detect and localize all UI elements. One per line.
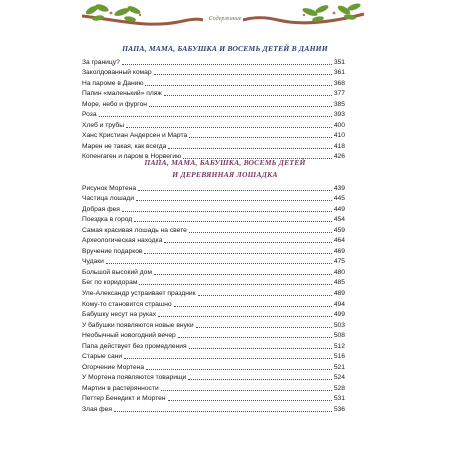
toc-entry-page: 503 xyxy=(333,321,345,329)
toc-entry-page: 449 xyxy=(333,205,345,213)
toc-entry-page: 385 xyxy=(333,100,345,108)
dot-leader xyxy=(168,148,331,149)
toc-entry xyxy=(82,393,345,404)
toc-entry-page: 516 xyxy=(333,353,345,361)
dot-leader xyxy=(145,85,331,86)
dot-leader xyxy=(198,295,332,296)
toc-entry-title: Марен не такая, как всегда xyxy=(82,142,167,150)
toc-entry-title: Ханс Кристиан Андерсен и Марта xyxy=(82,132,188,140)
toc-entry-title: Добрая фея xyxy=(82,205,120,213)
dot-leader xyxy=(126,127,332,128)
toc-entry xyxy=(82,182,345,193)
dot-leader xyxy=(174,306,332,307)
toc-entry xyxy=(82,140,345,151)
dot-leader xyxy=(188,379,332,380)
toc-entry-title: Копенгаген и паром в Норвегию xyxy=(82,153,182,161)
toc-entry-title: Рисунок Мортена xyxy=(82,184,137,192)
toc-entry-title: Бег по коридорам xyxy=(82,279,138,287)
toc-entry xyxy=(82,235,345,246)
toc-entry-title: Роза xyxy=(82,111,97,119)
toc-entry xyxy=(82,130,345,141)
toc-entry-page: 512 xyxy=(333,342,345,350)
toc-entry xyxy=(82,214,345,225)
toc-entry-page: 531 xyxy=(333,395,345,403)
toc-entry-page: 400 xyxy=(333,121,345,129)
toc-entry-page: 485 xyxy=(333,279,345,287)
toc-entry-page: 368 xyxy=(333,79,345,87)
toc-entry-page: 499 xyxy=(333,311,345,319)
toc-entry-page: 445 xyxy=(333,195,345,203)
toc-entry-page: 410 xyxy=(333,132,345,140)
toc-entry xyxy=(82,67,345,78)
dot-leader xyxy=(149,106,332,107)
toc-entry-title: Старые сани xyxy=(82,353,123,361)
dot-leader xyxy=(154,74,332,75)
dot-leader xyxy=(164,242,332,243)
running-title: Содержание xyxy=(208,16,242,22)
toc-entry-title: Мартин в растерянности xyxy=(82,384,159,392)
toc-entry-page: 469 xyxy=(333,247,345,255)
toc-entry-title: Поездка в город xyxy=(82,216,133,224)
dot-leader xyxy=(189,232,332,233)
toc-entry xyxy=(82,372,345,383)
toc-entry xyxy=(82,309,345,320)
toc-entry-page: 459 xyxy=(333,226,345,234)
dot-leader xyxy=(164,95,332,96)
dot-leader xyxy=(114,411,332,412)
toc-entry-page: 351 xyxy=(333,58,345,66)
dot-leader xyxy=(134,221,332,222)
toc-entry-title: Вручение подарков xyxy=(82,247,143,255)
toc-entry-title: Самая красивая лошадь на свете xyxy=(82,226,187,234)
toc-entry xyxy=(82,382,345,393)
dot-leader xyxy=(144,253,331,254)
toc-entry-title: Необычный новогодний вечер xyxy=(82,332,176,340)
dot-leader xyxy=(189,348,332,349)
dot-leader xyxy=(106,263,332,264)
toc-entry xyxy=(82,361,345,372)
dot-leader xyxy=(154,274,332,275)
dot-leader xyxy=(196,327,332,328)
toc-entry-page: 454 xyxy=(333,216,345,224)
toc-entry-page: 361 xyxy=(333,69,345,77)
toc-entry-page: 377 xyxy=(333,90,345,98)
dot-leader xyxy=(161,390,332,391)
toc-entry xyxy=(82,340,345,351)
section-1-title: ПАПА, МАМА, БАБУШКА И ВОСЕМЬ ДЕТЕЙ В ДАНИИ xyxy=(122,44,328,53)
toc-entry xyxy=(82,287,345,298)
toc-entry xyxy=(82,245,345,256)
toc-entry-page: 464 xyxy=(333,237,345,245)
toc-entry xyxy=(82,224,345,235)
section-2-title-line-2: И ДЕРЕВЯННАЯ ЛОШАДКА xyxy=(172,169,278,179)
toc-entry-title: Большой высокий дом xyxy=(82,268,152,276)
toc-entry-page: 536 xyxy=(333,406,345,414)
toc-entry xyxy=(82,109,345,120)
dot-leader xyxy=(138,190,332,191)
toc-entry-page: 418 xyxy=(333,142,345,150)
dot-leader xyxy=(158,316,332,317)
toc-entry-page: 426 xyxy=(333,153,345,161)
toc-entry-title: Хлеб и трубы xyxy=(82,121,125,129)
toc-entry-title: Море, небо и фургон xyxy=(82,100,147,108)
toc-entry-page: 480 xyxy=(333,268,345,276)
toc-entry xyxy=(82,351,345,362)
toc-entry-title: Археологическая находка xyxy=(82,237,163,245)
toc-entry xyxy=(82,403,345,414)
toc-entry xyxy=(82,330,345,341)
toc-entry xyxy=(82,88,345,99)
toc-entry-title: Бабушку несут на руках xyxy=(82,311,157,319)
toc-entry-title: Кому-то становится страшно xyxy=(82,300,172,308)
toc-entry-page: 528 xyxy=(333,384,345,392)
toc-entry-title: На пароме в Данию xyxy=(82,79,144,87)
toc-entry xyxy=(82,193,345,204)
toc-entry-title: Уле-Александр устраивает праздник xyxy=(82,290,196,298)
dot-leader xyxy=(99,116,332,117)
toc-entry-page: 393 xyxy=(333,111,345,119)
dot-leader xyxy=(178,337,332,338)
toc-entry xyxy=(82,319,345,330)
toc-entry xyxy=(82,56,345,67)
toc-entry-title: У Мортена появляются товарищи xyxy=(82,374,187,382)
toc-entry-title: Папа действует без промедления xyxy=(82,342,187,350)
dot-leader xyxy=(168,400,332,401)
dot-leader xyxy=(124,358,332,359)
toc-entry-title: У бабушки появляются новые внуки xyxy=(82,321,194,329)
toc-entry xyxy=(82,298,345,309)
toc-entry-page: 524 xyxy=(333,374,345,382)
dot-leader xyxy=(122,64,332,65)
toc-entry xyxy=(82,277,345,288)
toc-entry-page: 489 xyxy=(333,290,345,298)
toc-entry-title: Петтер Бенедикт и Мортен xyxy=(82,395,166,403)
toc-entry-title: За границу? xyxy=(82,58,120,66)
toc-entry xyxy=(82,98,345,109)
section-1-toc xyxy=(82,56,345,161)
dot-leader xyxy=(189,137,332,138)
toc-entry xyxy=(82,256,345,267)
toc-entry-page: 475 xyxy=(333,258,345,266)
toc-entry-title: Заколдованный комар xyxy=(82,69,152,77)
dot-leader xyxy=(122,211,332,212)
toc-entry-page: 494 xyxy=(333,300,345,308)
toc-entry-title: Чудаки xyxy=(82,258,104,266)
toc-entry-title: Огорчение Мортена xyxy=(82,363,145,371)
dot-leader xyxy=(146,369,332,370)
toc-entry xyxy=(82,77,345,88)
toc-entry xyxy=(82,119,345,130)
dot-leader xyxy=(139,284,331,285)
section-2-title-line-1: ПАПА, МАМА, БАБУШКА, ВОСЕМЬ ДЕТЕЙ xyxy=(144,158,306,167)
toc-entry xyxy=(82,266,345,277)
dot-leader xyxy=(136,200,332,201)
toc-entry-title: Частица лошади xyxy=(82,195,135,203)
toc-entry-title: Злая фея xyxy=(82,406,112,414)
toc-entry xyxy=(82,203,345,214)
toc-entry-page: 508 xyxy=(333,332,345,340)
toc-entry-title: Папин «маленький» пляж xyxy=(82,90,162,98)
section-2-title xyxy=(78,157,372,180)
toc-entry-page: 521 xyxy=(333,363,345,371)
section-2-toc xyxy=(82,182,345,414)
toc-entry-page: 439 xyxy=(333,184,345,192)
